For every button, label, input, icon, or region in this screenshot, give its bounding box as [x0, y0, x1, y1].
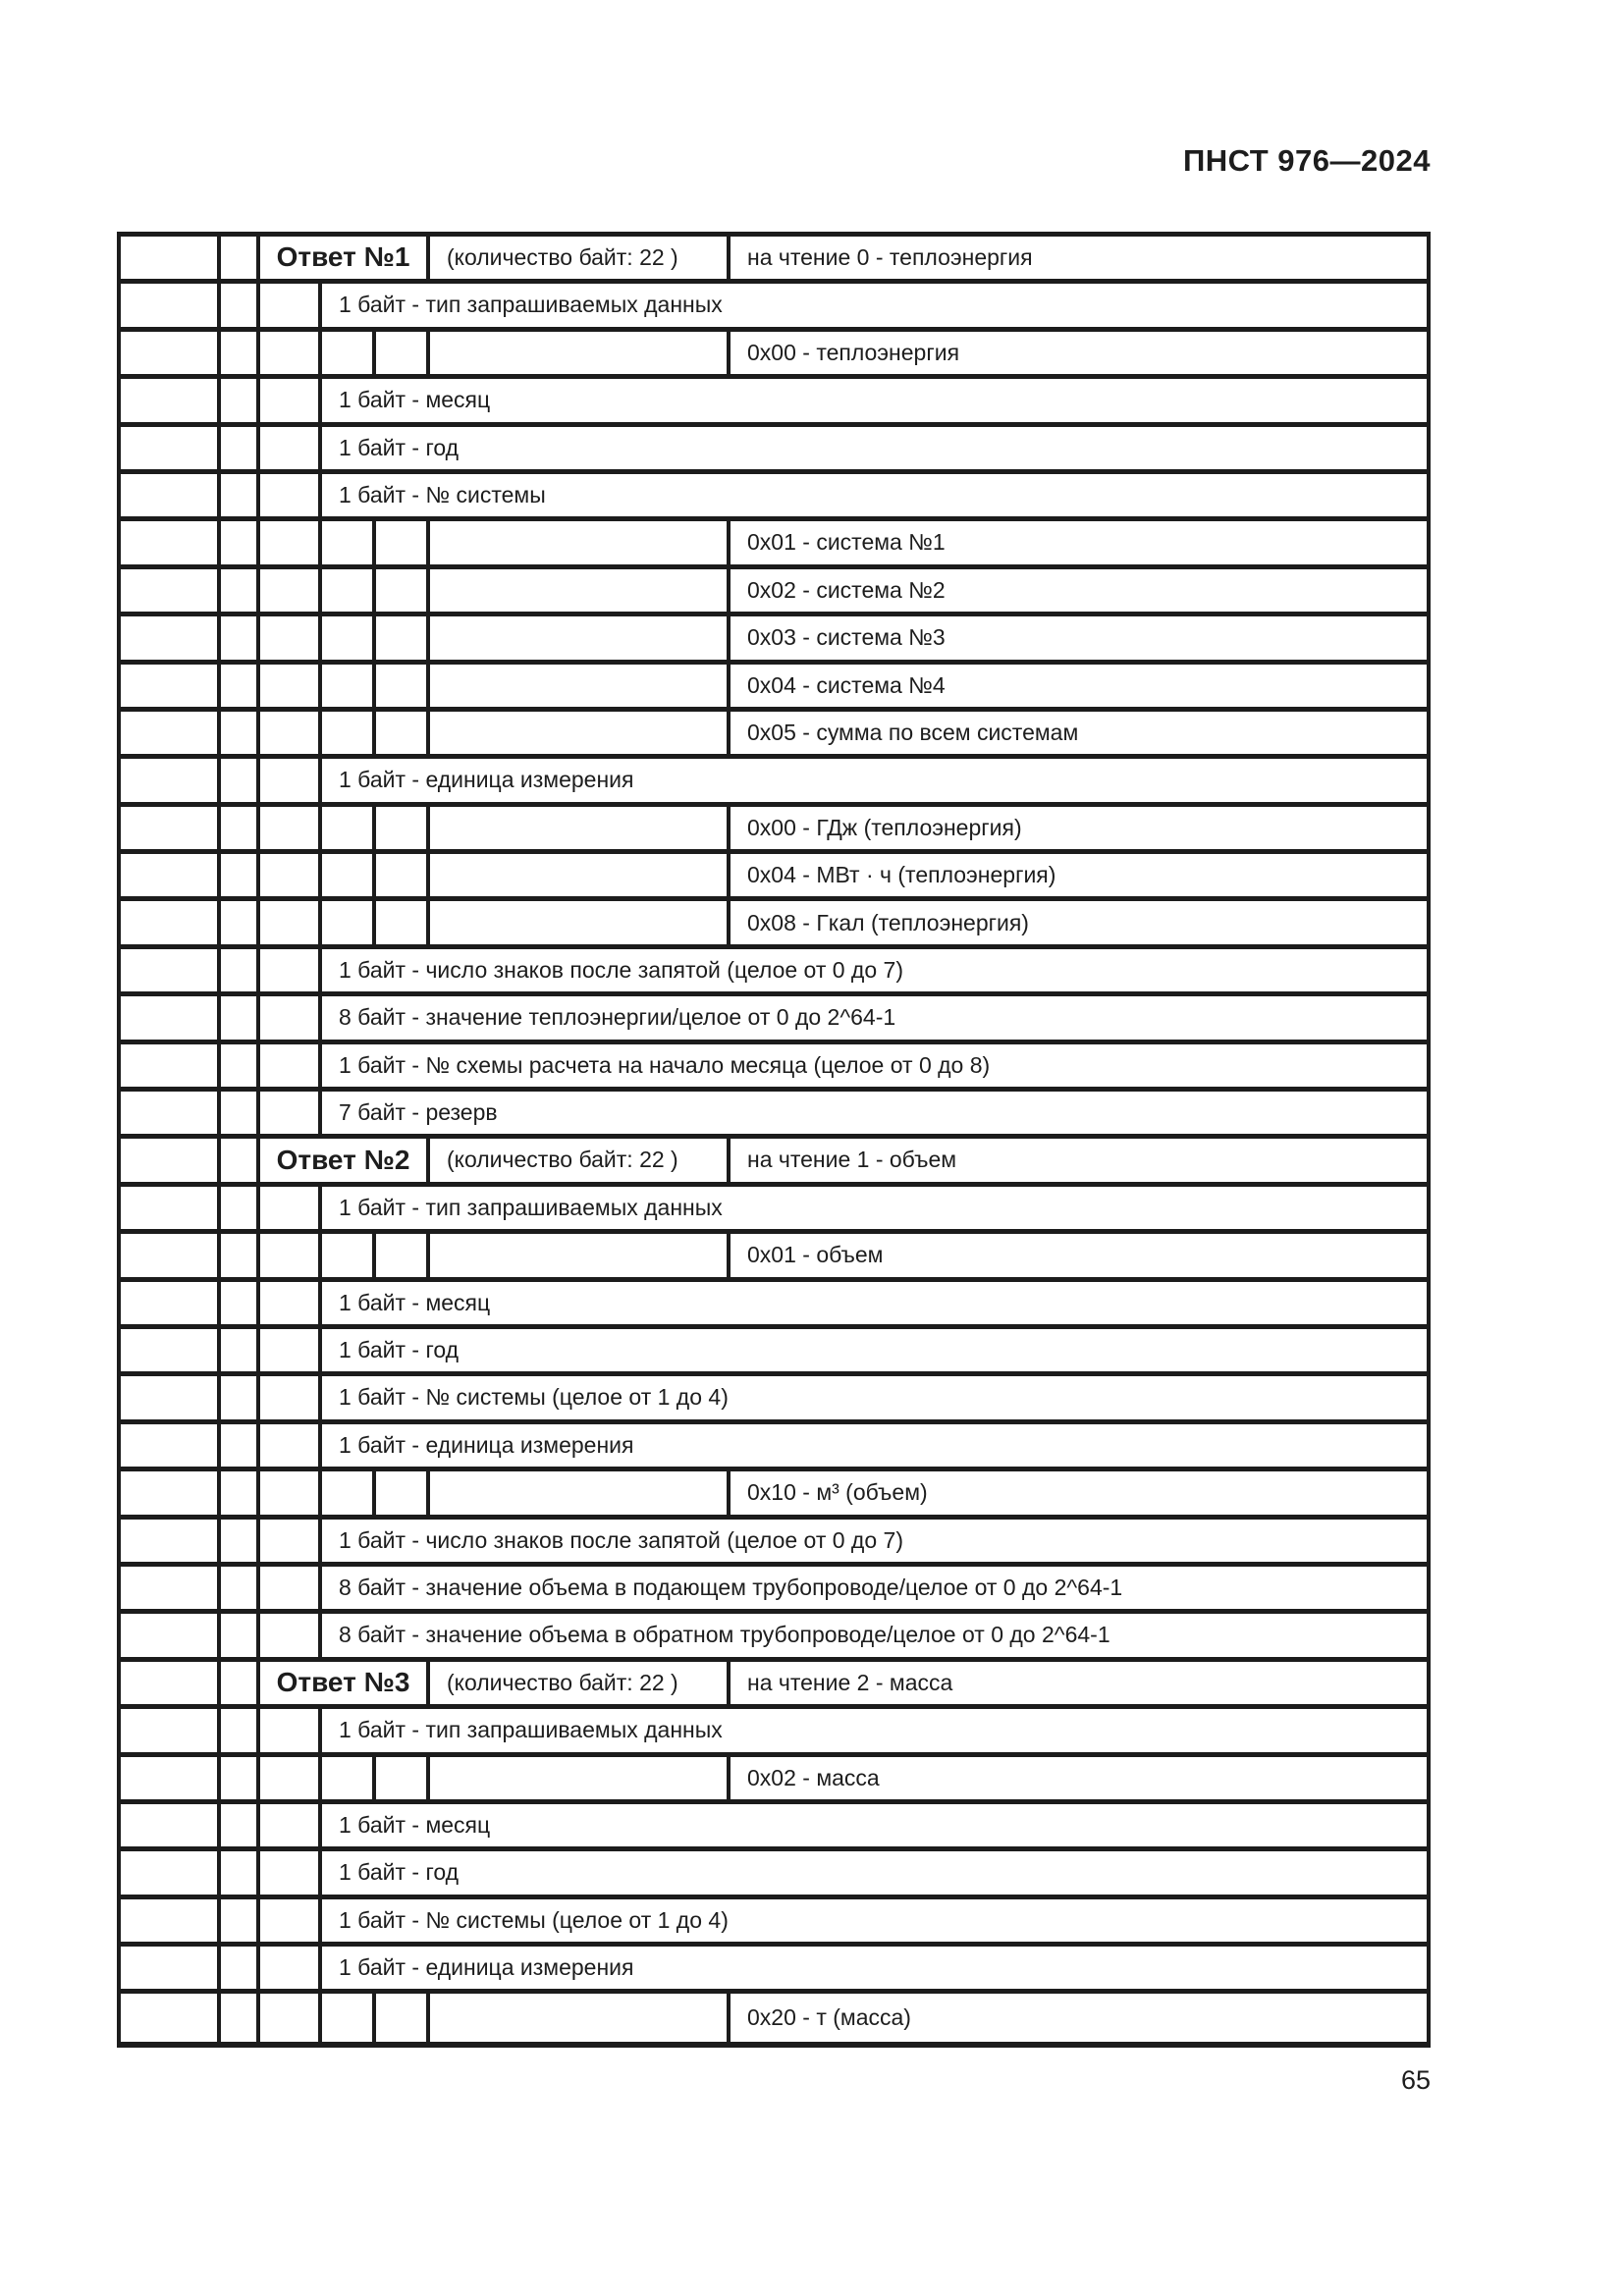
table-row	[121, 712, 1427, 759]
indent-cell	[376, 665, 430, 707]
table-row	[121, 1614, 1427, 1661]
indent-cell	[376, 1471, 430, 1514]
indent-cell	[322, 1234, 376, 1276]
indent-cell	[260, 1282, 322, 1324]
indent-cell	[221, 1947, 260, 1989]
indent-cell	[376, 332, 430, 374]
response-description: на чтение 0 - теплоэнергия	[747, 244, 1033, 271]
indent-cell	[260, 569, 322, 612]
response-title: Ответ №2	[260, 1139, 430, 1181]
indent-cell	[121, 759, 221, 801]
indent-cell	[121, 521, 221, 563]
indent-cell	[221, 1520, 260, 1562]
indent-cell	[121, 284, 221, 326]
indent-cell	[121, 1471, 221, 1514]
indent-cell	[260, 1376, 322, 1418]
value-description: 0x01 - объем	[747, 1242, 884, 1268]
indent-cell	[121, 1139, 221, 1181]
indent-cell	[221, 1092, 260, 1134]
indent-cell	[260, 1851, 322, 1894]
byte-count: (количество байт: 22 )	[430, 237, 731, 279]
value-description: 0x01 - система №1	[747, 529, 946, 556]
indent-cell	[221, 949, 260, 991]
indent-cell	[376, 1994, 430, 2041]
field-description: 1 байт - тип запрашиваемых данных	[339, 1194, 723, 1220]
indent-cell	[121, 996, 221, 1039]
indent-cell	[221, 569, 260, 612]
indent-cell	[430, 1234, 731, 1276]
indent-cell	[430, 1757, 731, 1799]
indent-cell	[322, 569, 376, 612]
indent-cell	[121, 1092, 221, 1134]
response-description: на чтение 1 - объем	[747, 1147, 957, 1173]
byte-count: (количество байт: 22 )	[430, 1662, 731, 1704]
indent-cell	[221, 1471, 260, 1514]
indent-cell	[121, 949, 221, 991]
table-row	[121, 237, 1427, 284]
indent-cell	[121, 1567, 221, 1609]
indent-cell	[260, 616, 322, 659]
indent-cell	[221, 1851, 260, 1894]
indent-cell	[221, 759, 260, 801]
table-row	[121, 1424, 1427, 1471]
indent-cell	[221, 1234, 260, 1276]
field-description: 1 байт - № системы	[339, 482, 546, 507]
table-row	[121, 1282, 1427, 1329]
table-row	[121, 427, 1427, 474]
indent-cell	[221, 1139, 260, 1181]
field-description: 1 байт - № системы (целое от 1 до 4)	[339, 1906, 729, 1933]
indent-cell	[260, 1187, 322, 1229]
indent-cell	[430, 1994, 731, 2041]
indent-cell	[260, 1614, 322, 1656]
table-row	[121, 996, 1427, 1043]
indent-cell	[121, 1662, 221, 1704]
table-row	[121, 854, 1427, 901]
indent-cell	[221, 1662, 260, 1704]
indent-cell	[121, 1520, 221, 1562]
indent-cell	[221, 1614, 260, 1656]
value-description: 0x00 - теплоэнергия	[747, 339, 960, 365]
response-description: на чтение 2 - масса	[747, 1669, 953, 1695]
field-description: 1 байт - единица измерения	[339, 1431, 634, 1458]
table-row	[121, 759, 1427, 806]
indent-cell	[376, 712, 430, 754]
indent-cell	[121, 1234, 221, 1276]
indent-cell	[376, 807, 430, 849]
indent-cell	[121, 807, 221, 849]
indent-cell	[260, 1567, 322, 1609]
indent-cell	[322, 1471, 376, 1514]
value-description: 0x03 - система №3	[747, 624, 946, 651]
indent-cell	[221, 854, 260, 896]
value-description: 0x04 - система №4	[747, 671, 946, 698]
indent-cell	[260, 901, 322, 943]
value-description: 0x10 - м³ (объем)	[747, 1479, 928, 1506]
indent-cell	[260, 1234, 322, 1276]
indent-cell	[260, 1471, 322, 1514]
indent-cell	[121, 1424, 221, 1467]
field-description: 1 байт - тип запрашиваемых данных	[339, 1717, 723, 1743]
indent-cell	[121, 1851, 221, 1894]
indent-cell	[121, 1757, 221, 1799]
indent-cell	[221, 1329, 260, 1371]
indent-cell	[221, 1282, 260, 1324]
indent-cell	[322, 665, 376, 707]
field-description: 8 байт - значение теплоэнергии/целое от 0 до 2^64-1	[339, 1004, 896, 1031]
field-description: 1 байт - число знаков после запятой (целое от 0 до 7)	[339, 1526, 903, 1553]
indent-cell	[121, 1614, 221, 1656]
indent-cell	[260, 807, 322, 849]
indent-cell	[221, 1994, 260, 2041]
table-row	[121, 1757, 1427, 1804]
indent-cell	[322, 616, 376, 659]
field-description: 7 байт - резерв	[339, 1099, 498, 1126]
indent-cell	[221, 901, 260, 943]
indent-cell	[121, 712, 221, 754]
indent-cell	[221, 474, 260, 516]
indent-cell	[221, 1187, 260, 1229]
indent-cell	[430, 521, 731, 563]
indent-cell	[430, 332, 731, 374]
indent-cell	[221, 237, 260, 279]
indent-cell	[260, 1947, 322, 1989]
value-description: 0x00 - ГДж (теплоэнергия)	[747, 814, 1022, 840]
indent-cell	[121, 901, 221, 943]
indent-cell	[376, 616, 430, 659]
indent-cell	[121, 332, 221, 374]
indent-cell	[221, 427, 260, 469]
indent-cell	[121, 1709, 221, 1751]
indent-cell	[376, 569, 430, 612]
table-row	[121, 807, 1427, 854]
indent-cell	[221, 1567, 260, 1609]
indent-cell	[221, 284, 260, 326]
indent-cell	[221, 1804, 260, 1846]
indent-cell	[121, 237, 221, 279]
indent-cell	[121, 616, 221, 659]
indent-cell	[430, 616, 731, 659]
indent-cell	[376, 901, 430, 943]
indent-cell	[322, 901, 376, 943]
field-description: 1 байт - год	[339, 434, 460, 460]
table-row	[121, 949, 1427, 996]
table-row	[121, 474, 1427, 521]
indent-cell	[121, 427, 221, 469]
indent-cell	[260, 427, 322, 469]
indent-cell	[322, 712, 376, 754]
indent-cell	[376, 854, 430, 896]
document-code-header: ПНСТ 976—2024	[1182, 143, 1431, 178]
indent-cell	[221, 996, 260, 1039]
page-number: 65	[1400, 2065, 1431, 2095]
indent-cell	[221, 807, 260, 849]
indent-cell	[121, 854, 221, 896]
indent-cell	[260, 379, 322, 421]
value-description: 0x20 - т (масса)	[747, 2004, 911, 2030]
value-description: 0x05 - сумма по всем системам	[747, 719, 1079, 745]
indent-cell	[260, 1804, 322, 1846]
indent-cell	[322, 1994, 376, 2041]
table-row	[121, 665, 1427, 712]
indent-cell	[121, 1329, 221, 1371]
table-row	[121, 1662, 1427, 1709]
table-row	[121, 1804, 1427, 1851]
indent-cell	[322, 854, 376, 896]
indent-cell	[430, 901, 731, 943]
indent-cell	[221, 1044, 260, 1087]
indent-cell	[260, 712, 322, 754]
indent-cell	[322, 807, 376, 849]
table-row	[121, 1234, 1427, 1281]
field-description: 8 байт - значение объема в обратном трубопроводе/целое от 0 до 2^64-1	[339, 1622, 1110, 1648]
field-description: 1 байт - месяц	[339, 1289, 491, 1315]
indent-cell	[221, 616, 260, 659]
indent-cell	[221, 521, 260, 563]
indent-cell	[121, 379, 221, 421]
table-row	[121, 1947, 1427, 1994]
byte-count: (количество байт: 22 )	[430, 1139, 731, 1181]
indent-cell	[260, 759, 322, 801]
indent-cell	[221, 379, 260, 421]
value-description: 0x08 - Гкал (теплоэнергия)	[747, 909, 1029, 935]
table-row	[121, 521, 1427, 568]
indent-cell	[221, 1757, 260, 1799]
table-row	[121, 616, 1427, 664]
indent-cell	[121, 1282, 221, 1324]
table-row	[121, 1329, 1427, 1376]
indent-cell	[260, 996, 322, 1039]
table-row	[121, 332, 1427, 379]
indent-cell	[376, 521, 430, 563]
response-spec-table	[117, 232, 1431, 2048]
indent-cell	[322, 521, 376, 563]
indent-cell	[221, 712, 260, 754]
value-description: 0x04 - МВт · ч (теплоэнергия)	[747, 862, 1056, 888]
indent-cell	[260, 474, 322, 516]
table-row	[121, 1471, 1427, 1519]
indent-cell	[322, 332, 376, 374]
indent-cell	[430, 569, 731, 612]
response-title: Ответ №1	[260, 237, 430, 279]
indent-cell	[260, 1520, 322, 1562]
indent-cell	[376, 1757, 430, 1799]
indent-cell	[430, 854, 731, 896]
field-description: 1 байт - № системы (целое от 1 до 4)	[339, 1384, 729, 1411]
indent-cell	[121, 474, 221, 516]
field-description: 1 байт - год	[339, 1859, 460, 1886]
indent-cell	[260, 1092, 322, 1134]
table-row	[121, 901, 1427, 948]
table-row	[121, 1851, 1427, 1898]
field-description: 1 байт - число знаков после запятой (целое от 0 до 7)	[339, 956, 903, 983]
table-row	[121, 1092, 1427, 1139]
indent-cell	[121, 1376, 221, 1418]
indent-cell	[260, 665, 322, 707]
indent-cell	[260, 1899, 322, 1942]
indent-cell	[121, 1804, 221, 1846]
indent-cell	[221, 332, 260, 374]
indent-cell	[121, 1947, 221, 1989]
indent-cell	[260, 1424, 322, 1467]
field-description: 1 байт - год	[339, 1337, 460, 1363]
indent-cell	[221, 1709, 260, 1751]
indent-cell	[121, 1044, 221, 1087]
indent-cell	[260, 949, 322, 991]
table-row	[121, 284, 1427, 331]
value-description: 0x02 - система №2	[747, 576, 946, 603]
indent-cell	[430, 712, 731, 754]
response-title: Ответ №3	[260, 1662, 430, 1704]
indent-cell	[121, 1994, 221, 2041]
table-row	[121, 1044, 1427, 1092]
indent-cell	[121, 665, 221, 707]
field-description: 1 байт - единица измерения	[339, 767, 634, 793]
table-row	[121, 1376, 1427, 1423]
field-description: 8 байт - значение объема в подающем трубопроводе/целое от 0 до 2^64-1	[339, 1574, 1123, 1600]
indent-cell	[260, 1329, 322, 1371]
table-row	[121, 379, 1427, 426]
indent-cell	[260, 332, 322, 374]
table-row	[121, 1709, 1427, 1756]
table-row	[121, 569, 1427, 616]
indent-cell	[260, 521, 322, 563]
table-row	[121, 1899, 1427, 1947]
table-row	[121, 1994, 1427, 2041]
indent-cell	[221, 665, 260, 707]
indent-cell	[221, 1424, 260, 1467]
indent-cell	[260, 1757, 322, 1799]
field-description: 1 байт - единица измерения	[339, 1954, 634, 1981]
field-description: 1 байт - месяц	[339, 1811, 491, 1838]
table-row	[121, 1187, 1427, 1234]
field-description: 1 байт - месяц	[339, 387, 491, 413]
indent-cell	[260, 284, 322, 326]
indent-cell	[121, 1899, 221, 1942]
indent-cell	[260, 1044, 322, 1087]
field-description: 1 байт - № схемы расчета на начало месяца (целое от 0 до 8)	[339, 1051, 991, 1078]
indent-cell	[121, 569, 221, 612]
indent-cell	[430, 807, 731, 849]
indent-cell	[322, 1757, 376, 1799]
table-row	[121, 1139, 1427, 1186]
value-description: 0x02 - масса	[747, 1764, 880, 1790]
indent-cell	[260, 854, 322, 896]
indent-cell	[221, 1899, 260, 1942]
indent-cell	[430, 1471, 731, 1514]
indent-cell	[430, 665, 731, 707]
indent-cell	[260, 1994, 322, 2041]
indent-cell	[121, 1187, 221, 1229]
table-row	[121, 1520, 1427, 1567]
indent-cell	[260, 1709, 322, 1751]
indent-cell	[221, 1376, 260, 1418]
field-description: 1 байт - тип запрашиваемых данных	[339, 292, 723, 318]
indent-cell	[376, 1234, 430, 1276]
table-row	[121, 1567, 1427, 1614]
